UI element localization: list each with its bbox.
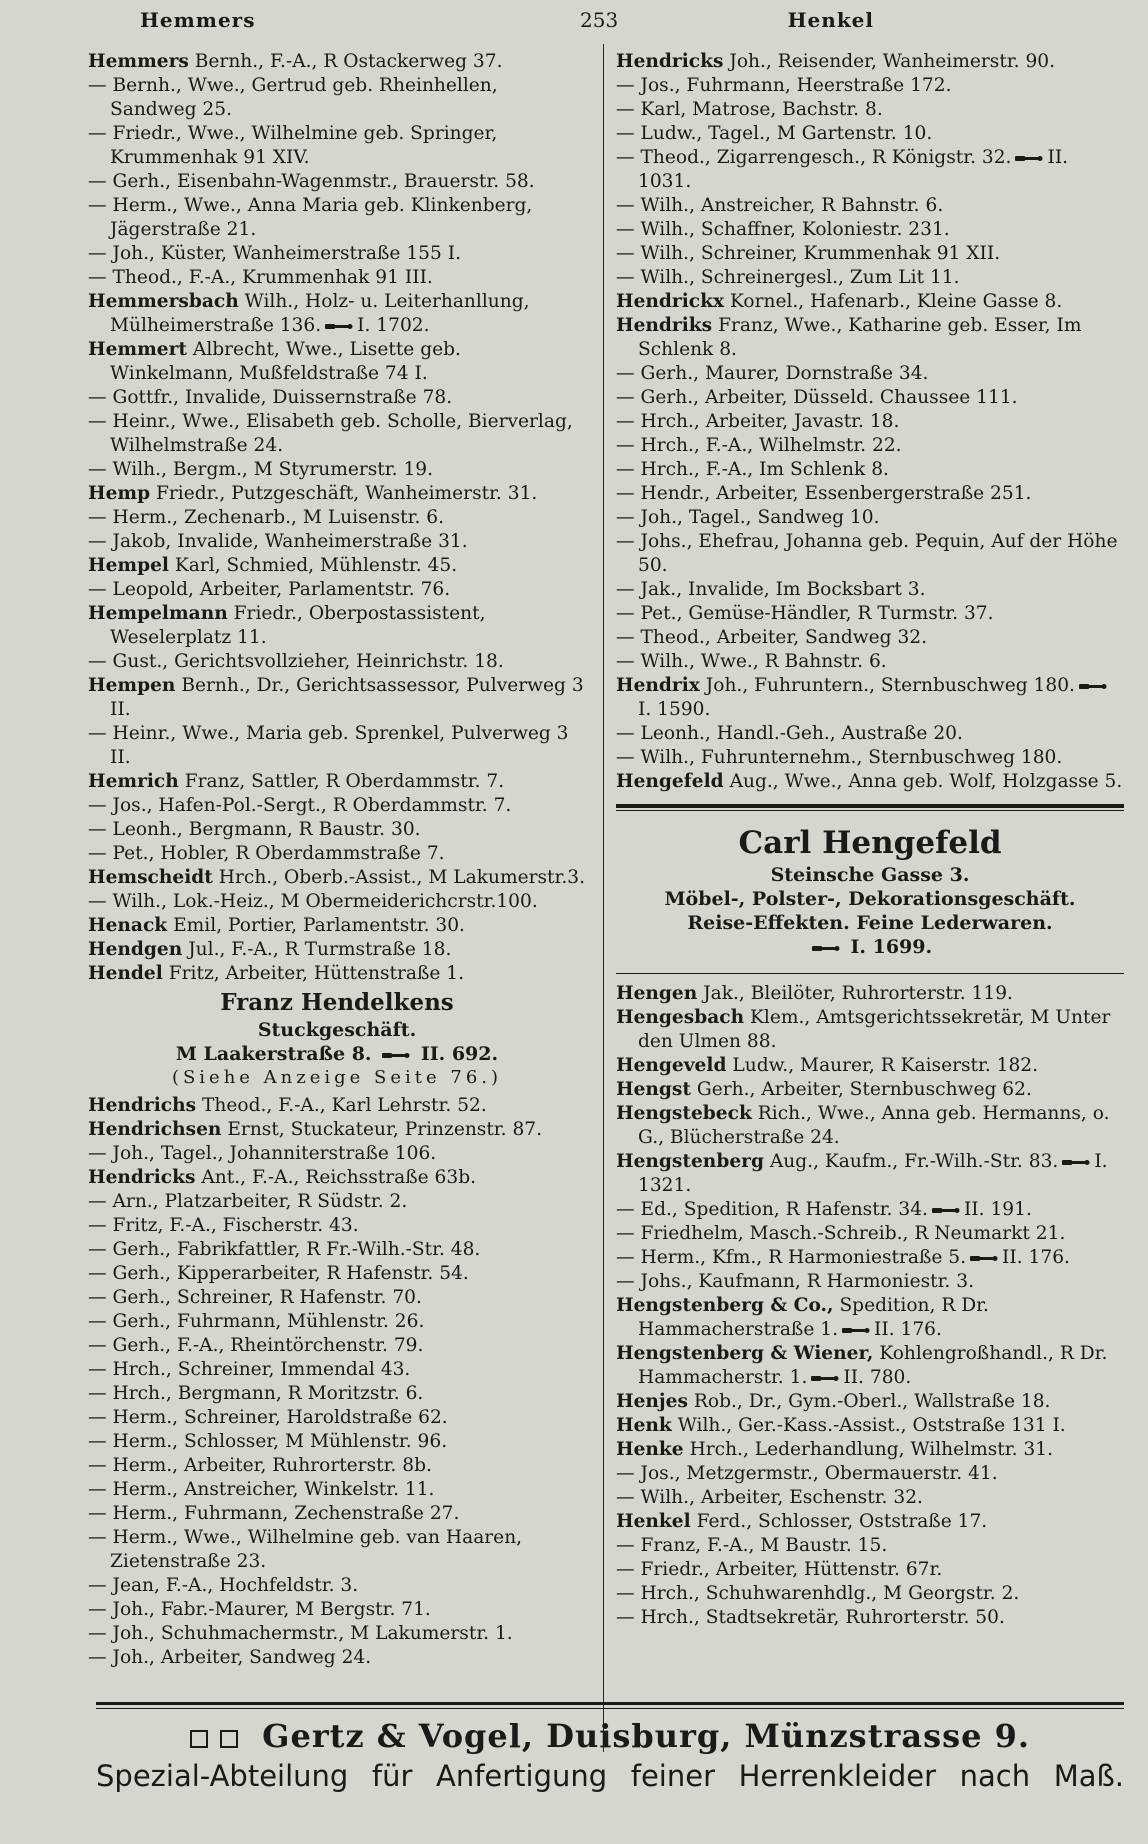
ad-rule-top-thin [616, 810, 1124, 811]
list-item [88, 1118, 586, 1142]
ad-phone: I. 1699. [850, 936, 933, 958]
list-item [88, 1622, 586, 1646]
list-item [88, 482, 586, 506]
entry-surname: Hengst [616, 1079, 691, 1100]
list-item [88, 650, 586, 674]
list-item [616, 74, 1124, 98]
list-item [88, 578, 586, 602]
entry-details: — Joh., Tagel., Sandweg 10. [616, 507, 880, 528]
entry-list-left-2 [88, 1094, 586, 1670]
list-item [88, 722, 586, 770]
entry-details: Franz, Sattler, R Oberdammstr. 7. [184, 771, 505, 792]
ad-phone-line [616, 935, 1124, 959]
list-item [616, 218, 1124, 242]
entry-details: Friedr., Putzgeschäft, Wanheimerstr. 31. [156, 483, 538, 504]
entry-details: Friedr., Oberpostassistent, Weselerplatz 11. [110, 603, 486, 648]
entry-details: — Heinr., Wwe., Maria geb. Sprenkel, Pulverweg 3 II. [88, 723, 569, 768]
entry-phone: II. 780. [843, 1367, 912, 1388]
list-item [616, 122, 1124, 146]
entry-list-right [616, 50, 1124, 794]
list-item [616, 1294, 1124, 1342]
entry-details: — Herm., Kfm., R Harmoniestraße 5. [616, 1247, 967, 1268]
footer-word: Anfertigung [435, 1759, 608, 1793]
entry-surname: Hemmert [88, 339, 187, 360]
entry-list-right-2 [616, 982, 1124, 1630]
list-item [88, 1574, 586, 1598]
list-item [616, 1510, 1124, 1534]
list-item [616, 290, 1124, 314]
entry-details: — Leonh., Bergmann, R Baustr. 30. [88, 819, 421, 840]
telephone-icon [325, 321, 353, 331]
telephone-icon [1079, 681, 1107, 691]
entry-details: — Wilh., Schreinergesl., Zum Lit 11. [616, 267, 960, 288]
list-item [616, 1342, 1124, 1390]
entry-details: — Theod., Arbeiter, Sandweg 32. [616, 627, 928, 648]
entry-details: — Hendr., Arbeiter, Essenbergerstraße 251. [616, 483, 1032, 504]
entry-details: — Herm., Schlosser, M Mühlenstr. 96. [88, 1431, 448, 1452]
list-item [88, 1094, 586, 1118]
entry-surname: Hendrix [616, 675, 700, 696]
entry-surname: Hengefeld [616, 771, 724, 792]
list-item [88, 602, 586, 650]
ad-subtitle: Stuckgeschäft. [257, 1019, 417, 1041]
entry-surname: Hendrickx [616, 291, 725, 312]
entry-details: Aug., Kaufm., Fr.-Wilh.-Str. 83. [769, 1151, 1059, 1172]
list-item [616, 434, 1124, 458]
entry-details: — Hrch., Schuhwarenhdlg., M Georgstr. 2. [616, 1583, 1020, 1604]
list-item [88, 1526, 586, 1574]
list-item [88, 266, 586, 290]
list-item [88, 1598, 586, 1622]
entry-phone: II. 176. [1002, 1247, 1070, 1268]
list-item [88, 242, 586, 266]
list-item [616, 770, 1124, 794]
list-item [88, 1358, 586, 1382]
entry-details: — Hrch., Stadtsekretär, Ruhrorterstr. 50. [616, 1607, 1005, 1628]
entry-details: — Jakob, Invalide, Wanheimerstraße 31. [88, 531, 468, 552]
entry-details: — Gerh., Eisenbahn-Wagenmstr., Brauerstr. 58. [88, 171, 535, 192]
entry-details: Kohlengroßhandl., R Dr. Hammacherstr. 1. [638, 1343, 1108, 1388]
list-item [88, 1142, 586, 1166]
entry-details: — Jos., Hafen-Pol.-Sergt., R Oberdammstr. 7. [88, 795, 512, 816]
entry-details: — Gerh., Arbeiter, Düsseld. Chaussee 111. [616, 387, 1018, 408]
entry-details: Ant., F.-A., Reichsstraße 63b. [201, 1167, 477, 1188]
list-item [88, 938, 586, 962]
entry-surname: Hengstenberg & Wiener, [616, 1343, 874, 1364]
entry-details: Bernh., F.-A., R Ostackerweg 37. [194, 51, 503, 72]
entry-surname: Hengesbach [616, 1007, 745, 1028]
entry-details: — Hrch., F.-A., Wilhelmstr. 22. [616, 435, 902, 456]
entry-surname: Henke [616, 1439, 684, 1460]
ad-hendelkens [88, 988, 586, 1090]
telephone-icon [932, 1205, 960, 1215]
list-item [616, 1270, 1124, 1294]
list-item [88, 530, 586, 554]
entry-details: Joh., Reisender, Wanheimerstr. 90. [729, 51, 1056, 72]
list-item [88, 1454, 586, 1478]
entry-details: Spedition, R Dr. Hammacherstraße 1. [638, 1295, 989, 1340]
telephone-icon [842, 1325, 870, 1335]
entry-details: — Leonh., Handl.-Geh., Austraße 20. [616, 723, 963, 744]
entry-details: — Theod., Zigarrengesch., R Königstr. 32. [616, 147, 1012, 168]
footer-company: Gertz & Vogel, Duisburg, Münzstrasse 9. [262, 1717, 1030, 1755]
list-item [88, 410, 586, 458]
entry-details: — Joh., Schuhmachermstr., M Lakumerstr. 1. [88, 1623, 513, 1644]
ad-address: M Laakerstraße 8. [175, 1043, 372, 1065]
entry-surname: Hempel [88, 555, 169, 576]
ad-note: (Siehe Anzeige Seite 76.) [171, 1067, 503, 1088]
entry-details: Wilh., Ger.-Kass.-Assist., Oststraße 131 I. [677, 1415, 1066, 1436]
list-item [616, 1102, 1124, 1150]
list-item [616, 722, 1124, 746]
entry-surname: Hempen [88, 675, 176, 696]
list-item [616, 1462, 1124, 1486]
list-item [616, 482, 1124, 506]
entry-details: — Friedhelm, Masch.-Schreib., R Neumarkt 21. [616, 1223, 1066, 1244]
entry-surname: Hemmers [88, 51, 189, 72]
entry-details: — Herm., Wwe., Wilhelmine geb. van Haaren, Zietenstraße 23. [88, 1527, 523, 1572]
list-item [88, 1262, 586, 1286]
footer-word: Maß. [1053, 1759, 1124, 1793]
entry-surname: Hendrichs [88, 1095, 197, 1116]
list-item [88, 914, 586, 938]
footer-rule-thick [96, 1702, 1124, 1705]
list-item [88, 1382, 586, 1406]
entry-details: — Herm., Fuhrmann, Zechenstraße 27. [88, 1503, 460, 1524]
list-item [616, 98, 1124, 122]
entry-details: Bernh., Dr., Gerichtsassessor, Pulverweg 3 II. [110, 675, 584, 720]
entry-details: Franz, Wwe., Katharine geb. Esser, Im Schlenk 8. [638, 315, 1082, 360]
entry-details: Jul., F.-A., R Turmstraße 18. [188, 939, 452, 960]
square-icon [190, 1730, 208, 1748]
entry-surname: Hendgen [88, 939, 183, 960]
entry-details: Wilh., Holz- u. Leiterhanllung, Mülheimerstraße 136. [110, 291, 530, 336]
list-item [616, 1414, 1124, 1438]
list-item [616, 650, 1124, 674]
entry-surname: Henjes [616, 1391, 688, 1412]
list-item [616, 242, 1124, 266]
entry-surname: Henack [88, 915, 168, 936]
entry-details: — Herm., Arbeiter, Ruhrorterstr. 8b. [88, 1455, 432, 1476]
list-item [616, 1222, 1124, 1246]
entry-details: — Wilh., Bergm., M Styrumerstr. 19. [88, 459, 434, 480]
list-item [88, 290, 586, 338]
entry-details: — Hrch., Bergmann, R Moritzstr. 6. [88, 1383, 424, 1404]
list-item [88, 506, 586, 530]
list-item [88, 338, 586, 386]
entry-details: — Jean, F.-A., Hochfeldstr. 3. [88, 1575, 359, 1596]
header-left-keyword: Hemmers [140, 8, 256, 32]
list-item [88, 1478, 586, 1502]
list-item [88, 1646, 586, 1670]
entry-details: — Theod., F.-A., Krummenhak 91 III. [88, 267, 433, 288]
entry-details: — Joh., Arbeiter, Sandweg 24. [88, 1647, 372, 1668]
telephone-icon [1015, 153, 1043, 163]
list-item [88, 554, 586, 578]
list-item [616, 1246, 1124, 1270]
list-item [616, 1438, 1124, 1462]
entry-list-left [88, 50, 586, 986]
list-item [88, 866, 586, 890]
list-item [88, 74, 586, 122]
entry-details: — Wilh., Schreiner, Krummenhak 91 XII. [616, 243, 1001, 264]
list-item [88, 1502, 586, 1526]
list-item [88, 818, 586, 842]
entry-details: Rob., Dr., Gym.-Oberl., Wallstraße 18. [693, 1391, 1051, 1412]
entry-phone: II. 176. [874, 1319, 942, 1340]
ad-phone: II. 692. [420, 1043, 499, 1065]
entry-details: — Wilh., Anstreicher, R Bahnstr. 6. [616, 195, 944, 216]
entry-details: — Pet., Gemüse-Händler, R Turmstr. 37. [616, 603, 994, 624]
entry-details: — Herm., Wwe., Anna Maria geb. Klinkenberg, Jägerstraße 21. [88, 195, 533, 240]
entry-details: — Herm., Zechenarb., M Luisenstr. 6. [88, 507, 445, 528]
entry-details: — Leopold, Arbeiter, Parlamentstr. 76. [88, 579, 451, 600]
entry-details: Hrch., Lederhandlung, Wilhelmstr. 31. [689, 1439, 1053, 1460]
list-item [616, 530, 1124, 578]
entry-details: — Johs., Ehefrau, Johanna geb. Pequin, Auf der Höhe 50. [616, 531, 1118, 576]
entry-details: Hrch., Oberb.-Assist., M Lakumerstr.3. [218, 867, 586, 888]
entry-phone: I. 1702. [357, 315, 430, 336]
ad-line2: Reise-Effekten. Feine Lederwaren. [687, 912, 1053, 934]
entry-details: — Johs., Kaufmann, R Harmoniestr. 3. [616, 1271, 974, 1292]
entry-details: — Gust., Gerichtsvollzieher, Heinrichstr. 18. [88, 651, 504, 672]
square-icon [220, 1730, 238, 1748]
entry-details: Klem., Amtsgerichtssekretär, M Unter den Ulmen 88. [638, 1007, 1111, 1052]
list-item [616, 1198, 1124, 1222]
entry-surname: Hemmersbach [88, 291, 239, 312]
entry-surname: Hemp [88, 483, 151, 504]
entry-surname: Hendel [88, 963, 163, 984]
entry-details: Emil, Portier, Parlamentstr. 30. [173, 915, 465, 936]
list-item [88, 1214, 586, 1238]
list-item [616, 314, 1124, 362]
telephone-icon [970, 1253, 998, 1263]
list-item [616, 674, 1124, 722]
entry-details: — Joh., Küster, Wanheimerstraße 155 I. [88, 243, 461, 264]
entry-surname: Hemscheidt [88, 867, 213, 888]
telephone-icon [812, 943, 840, 953]
entry-details: — Gottfr., Invalide, Duissernstraße 78. [88, 387, 453, 408]
entry-details: Ludw., Maurer, R Kaiserstr. 182. [732, 1055, 1039, 1076]
entry-details: Ernst, Stuckateur, Prinzenstr. 87. [227, 1119, 543, 1140]
entry-details: — Gerh., F.-A., Rheintörchenstr. 79. [88, 1335, 424, 1356]
ad-rule-bottom [616, 973, 1124, 974]
header-right-keyword: Henkel [787, 8, 874, 32]
entry-details: — Ed., Spedition, R Hafenstr. 34. [616, 1199, 928, 1220]
telephone-icon [1062, 1157, 1090, 1167]
entry-details: — Friedr., Wwe., Wilhelmine geb. Springer, Krummenhak 91 XIV. [88, 123, 498, 168]
ad-line1: Möbel-, Polster-, Dekorationsgeschäft. [664, 888, 1076, 910]
entry-details: — Hrch., Schreiner, Immendal 43. [88, 1359, 411, 1380]
list-item [616, 1078, 1124, 1102]
list-item [616, 1054, 1124, 1078]
entry-details: Theod., F.-A., Karl Lehrstr. 52. [202, 1095, 487, 1116]
entry-details: — Gerh., Maurer, Dornstraße 34. [616, 363, 929, 384]
footer-word: Spezial-Abteilung [96, 1759, 349, 1793]
ad-title: Franz Hendelkens [220, 989, 454, 1016]
entry-surname: Hengstenberg [616, 1151, 764, 1172]
list-item [88, 842, 586, 866]
entry-details: Fritz, Arbeiter, Hüttenstraße 1. [168, 963, 465, 984]
entry-phone: II. 1031. [638, 147, 1069, 192]
list-item [616, 458, 1124, 482]
entry-details: — Arn., Platzarbeiter, R Südstr. 2. [88, 1191, 408, 1212]
entry-surname: Hemrich [88, 771, 179, 792]
entry-details: — Ludw., Tagel., M Gartenstr. 10. [616, 123, 933, 144]
entry-details: — Wilh., Wwe., R Bahnstr. 6. [616, 651, 887, 672]
list-item [616, 746, 1124, 770]
list-item [616, 194, 1124, 218]
list-item [616, 506, 1124, 530]
ad-title: Carl Hengefeld [738, 825, 1002, 861]
list-item [88, 50, 586, 74]
list-item [616, 982, 1124, 1006]
list-item [616, 1006, 1124, 1054]
entry-details: — Gerh., Fabrikfattler, R Fr.-Wilh.-Str. 48. [88, 1239, 481, 1260]
entry-details: — Jak., Invalide, Im Bocksbart 3. [616, 579, 926, 600]
entry-details: — Hrch., F.-A., Im Schlenk 8. [616, 459, 889, 480]
footer-word: feiner [630, 1759, 716, 1793]
entry-details: Ferd., Schlosser, Oststraße 17. [696, 1511, 988, 1532]
list-item [88, 1310, 586, 1334]
list-item [88, 1190, 586, 1214]
list-item [88, 194, 586, 242]
list-item [616, 386, 1124, 410]
entry-surname: Hendrichsen [88, 1119, 222, 1140]
list-item [616, 146, 1124, 194]
entry-phone: I. 1590. [638, 699, 711, 720]
list-item [88, 1286, 586, 1310]
entry-details: Gerh., Arbeiter, Sternbuschweg 62. [696, 1079, 1032, 1100]
right-column [616, 50, 1124, 1630]
entry-surname: Hengstenberg & Co., [616, 1295, 834, 1316]
entry-details: Jak., Bleilöter, Ruhrorterstr. 119. [703, 983, 1013, 1004]
entry-details: — Gerh., Fuhrmann, Mühlenstr. 26. [88, 1311, 425, 1332]
telephone-icon [382, 1050, 410, 1060]
list-item [88, 1406, 586, 1430]
entry-details: — Fritz, F.-A., Fischerstr. 43. [88, 1215, 359, 1236]
entry-details: — Wilh., Schaffner, Koloniestr. 231. [616, 219, 950, 240]
list-item [616, 1150, 1124, 1198]
list-item [616, 1534, 1124, 1558]
entry-details: Aug., Wwe., Anna geb. Wolf, Holzgasse 5. [729, 771, 1123, 792]
entry-surname: Hengen [616, 983, 698, 1004]
list-item [88, 962, 586, 986]
column-divider [603, 44, 604, 1752]
list-item [616, 626, 1124, 650]
list-item [88, 674, 586, 722]
left-column [88, 50, 586, 1670]
entry-details: — Pet., Hobler, R Oberdammstraße 7. [88, 843, 445, 864]
entry-details: — Heinr., Wwe., Elisabeth geb. Scholle, Bierverlag, Wilhelmstraße 24. [88, 411, 573, 456]
entry-details: — Gerh., Kipperarbeiter, R Hafenstr. 54. [88, 1263, 469, 1284]
entry-details: — Franz, F.-A., M Baustr. 15. [616, 1535, 888, 1556]
entry-details: — Gerh., Schreiner, R Hafenstr. 70. [88, 1287, 422, 1308]
footer-word: nach [959, 1759, 1031, 1793]
entry-details: Joh., Fuhruntern., Sternbuschweg 180. [705, 675, 1075, 696]
entry-details: Albrecht, Wwe., Lisette geb. Winkelmann, Mußfeldstraße 74 I. [110, 339, 461, 384]
entry-details: — Wilh., Fuhrunternehm., Sternbuschweg 180. [616, 747, 1063, 768]
telephone-icon [811, 1373, 839, 1383]
entry-details: Karl, Schmied, Mühlenstr. 45. [174, 555, 458, 576]
entry-details: — Hrch., Arbeiter, Javastr. 18. [616, 411, 900, 432]
list-item [88, 122, 586, 170]
list-item [616, 50, 1124, 74]
entry-surname: Hendricks [616, 51, 724, 72]
list-item [616, 266, 1124, 290]
list-item [616, 1390, 1124, 1414]
entry-details: — Herm., Schreiner, Haroldstraße 62. [88, 1407, 448, 1428]
footer-word: für [371, 1759, 413, 1793]
entry-surname: Hendricks [88, 1167, 196, 1188]
list-item [88, 1334, 586, 1358]
entry-surname: Henkel [616, 1511, 691, 1532]
list-item [88, 1238, 586, 1262]
list-item [88, 1430, 586, 1454]
list-item [88, 794, 586, 818]
list-item [88, 1166, 586, 1190]
entry-surname: Hengeveld [616, 1055, 727, 1076]
footer-line1 [96, 1717, 1124, 1755]
list-item [616, 1486, 1124, 1510]
entry-details: — Wilh., Arbeiter, Eschenstr. 32. [616, 1487, 923, 1508]
list-item [88, 170, 586, 194]
list-item [616, 410, 1124, 434]
ad-rule-top [616, 804, 1124, 808]
entry-details: — Bernh., Wwe., Gertrud geb. Rheinhellen, Sandweg 25. [88, 75, 498, 120]
entry-details: — Joh., Tagel., Johanniterstraße 106. [88, 1143, 437, 1164]
ad-address-line [88, 1042, 586, 1066]
list-item [88, 386, 586, 410]
entry-details: — Herm., Anstreicher, Winkelstr. 11. [88, 1479, 435, 1500]
page-header [90, 6, 1124, 42]
list-item [616, 1606, 1124, 1630]
entry-phone: II. 191. [963, 1199, 1032, 1220]
footer-advertisement [96, 1702, 1124, 1793]
entry-details: — Karl, Matrose, Bachstr. 8. [616, 99, 883, 120]
entry-details: — Jos., Metzgermstr., Obermauerstr. 41. [616, 1463, 998, 1484]
entry-details: Rich., Wwe., Anna geb. Hermanns, o. G., Blücherstraße 24. [638, 1103, 1110, 1148]
entry-details: — Friedr., Arbeiter, Hüttenstr. 67r. [616, 1559, 943, 1580]
list-item [616, 602, 1124, 626]
ad-hengefeld [616, 823, 1124, 959]
list-item [88, 890, 586, 914]
page-number: 253 [580, 8, 619, 32]
entry-surname: Hengstebeck [616, 1103, 752, 1124]
footer-rule-thin [96, 1708, 1124, 1709]
list-item [88, 770, 586, 794]
entry-details: — Jos., Fuhrmann, Heerstraße 172. [616, 75, 952, 96]
list-item [616, 362, 1124, 386]
list-item [616, 1558, 1124, 1582]
entry-details: — Joh., Fabr.-Maurer, M Bergstr. 71. [88, 1599, 431, 1620]
footer-line2 [96, 1759, 1124, 1793]
list-item [616, 578, 1124, 602]
entry-details: Kornel., Hafenarb., Kleine Gasse 8. [730, 291, 1063, 312]
entry-surname: Hempelmann [88, 603, 228, 624]
list-item [88, 458, 586, 482]
ad-address: Steinsche Gasse 3. [770, 864, 970, 886]
list-item [616, 1582, 1124, 1606]
entry-phone: I. 1321. [638, 1151, 1108, 1196]
footer-word: Herrenkleider [738, 1759, 937, 1793]
entry-surname: Hendriks [616, 315, 713, 336]
entry-surname: Henk [616, 1415, 672, 1436]
entry-details: — Wilh., Lok.-Heiz., M Obermeiderichcrstr.100. [88, 891, 538, 912]
